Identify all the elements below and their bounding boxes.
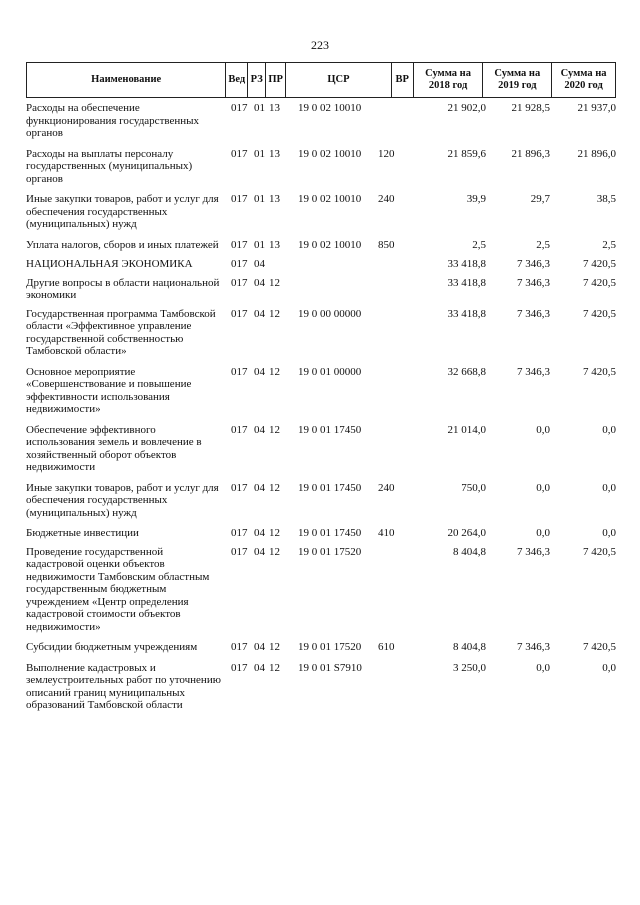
- row-sum-2019: 7 346,3: [517, 545, 550, 558]
- row-name: Иные закупки товаров, работ и услуг для обеспечения государственных (муниципальных) нужд: [26, 193, 219, 230]
- row-pr: 12: [269, 661, 280, 674]
- row-sum-2018: 21 014,0: [447, 423, 486, 436]
- row-rz: 01: [254, 193, 265, 205]
- row-vr: 240: [378, 481, 395, 494]
- table-row: [26, 366, 616, 416]
- row-ved: 017: [231, 147, 248, 160]
- row-ved: 017: [231, 365, 248, 378]
- row-csr: 19 0 01 17450: [298, 481, 362, 494]
- header-ved: Вед: [226, 63, 248, 97]
- row-sum-2020: 38,5: [596, 193, 616, 205]
- row-sum-2020: 7 420,5: [583, 641, 616, 653]
- row-sum-2018: 8 404,8: [453, 545, 486, 558]
- row-sum-2018: 21 902,0: [447, 102, 486, 114]
- row-sum-2019: 7 346,3: [517, 258, 550, 270]
- table-row: [26, 482, 616, 520]
- row-rz: 01: [254, 147, 265, 160]
- row-rz: 01: [254, 102, 265, 114]
- table-body: [26, 100, 616, 712]
- row-rz: 04: [254, 481, 265, 494]
- header-vr: ВР: [392, 63, 414, 97]
- row-sum-2018: 20 264,0: [447, 527, 486, 539]
- row-rz: 01: [254, 238, 265, 251]
- row-rz: 04: [254, 661, 265, 674]
- row-rz: 04: [254, 307, 265, 320]
- row-csr: 19 0 01 17520: [298, 545, 362, 558]
- row-sum-2018: 33 418,8: [447, 276, 486, 289]
- row-name: Выполнение кадастровых и землеустроительных работ по уточнению описаний границ муниципальных образований Тамбовской области: [26, 661, 221, 711]
- row-sum-2019: 21 896,3: [511, 147, 550, 160]
- row-pr: 12: [269, 527, 280, 539]
- row-name: Государственная программа Тамбовской области «Эффективное управление государственной собственностью Тамбовской области»: [26, 307, 216, 357]
- row-ved: 017: [231, 545, 248, 558]
- table-row: [26, 277, 616, 302]
- row-name: Бюджетные инвестиции: [26, 527, 139, 539]
- row-sum-2018: 39,9: [466, 193, 486, 205]
- row-name: НАЦИОНАЛЬНАЯ ЭКОНОМИКА: [26, 258, 193, 270]
- row-sum-2020: 7 420,5: [583, 258, 616, 270]
- row-sum-2018: 21 859,6: [447, 147, 486, 160]
- row-csr: 19 0 01 S7910: [298, 661, 362, 674]
- row-vr: 120: [378, 147, 395, 160]
- header-pr: ПР: [266, 63, 286, 97]
- header-csr: ЦСР: [286, 63, 392, 97]
- row-sum-2019: 0,0: [536, 481, 550, 494]
- table-row: [26, 527, 616, 540]
- row-ved: 017: [231, 276, 248, 289]
- row-vr: 240: [378, 193, 395, 205]
- row-sum-2020: 2,5: [602, 238, 616, 251]
- row-name: Расходы на выплаты персоналу государственных (муниципальных) органов: [26, 147, 193, 185]
- row-sum-2020: 0,0: [602, 423, 616, 436]
- row-ved: 017: [231, 641, 248, 653]
- row-pr: 12: [269, 307, 280, 320]
- row-sum-2019: 7 346,3: [517, 276, 550, 289]
- row-pr: 12: [269, 423, 280, 436]
- table-row: [26, 193, 616, 231]
- table-row: [26, 308, 616, 358]
- row-sum-2020: 0,0: [602, 527, 616, 539]
- row-name: Основное мероприятие «Совершенствование и повышение эффективности использования недвижимости»: [26, 365, 192, 415]
- row-sum-2020: 0,0: [602, 661, 616, 674]
- row-pr: 12: [269, 481, 280, 494]
- row-sum-2018: 8 404,8: [453, 641, 486, 653]
- table-row: [26, 258, 616, 271]
- row-sum-2020: 21 937,0: [577, 102, 616, 114]
- row-csr: 19 0 01 17450: [298, 527, 362, 539]
- row-sum-2019: 7 346,3: [517, 641, 550, 653]
- row-sum-2020: 7 420,5: [583, 365, 616, 378]
- row-sum-2019: 2,5: [536, 238, 550, 251]
- row-ved: 017: [231, 527, 248, 539]
- row-vr: 850: [378, 238, 395, 251]
- row-sum-2020: 7 420,5: [583, 276, 616, 289]
- row-csr: 19 0 00 00000: [298, 307, 362, 320]
- row-vr: 610: [378, 641, 395, 653]
- row-ved: 017: [231, 238, 248, 251]
- row-pr: 13: [269, 238, 280, 251]
- table-row: [26, 662, 616, 712]
- row-sum-2020: 0,0: [602, 481, 616, 494]
- row-sum-2019: 7 346,3: [517, 307, 550, 320]
- row-rz: 04: [254, 276, 265, 289]
- row-rz: 04: [254, 545, 265, 558]
- header-sum-2018: Сумма на 2018 год: [414, 63, 484, 97]
- page-number: 223: [311, 38, 329, 52]
- row-ved: 017: [231, 661, 248, 674]
- row-sum-2020: 7 420,5: [583, 307, 616, 320]
- table-row: [26, 148, 616, 186]
- row-sum-2019: 0,0: [536, 527, 550, 539]
- row-csr: 19 0 01 17450: [298, 423, 362, 436]
- row-name: Субсидии бюджетным учреждениям: [26, 641, 198, 653]
- row-pr: 13: [269, 147, 280, 160]
- table-row: [26, 102, 616, 140]
- row-sum-2019: 7 346,3: [517, 365, 550, 378]
- header-rz: РЗ: [248, 63, 266, 97]
- row-name: Другие вопросы в области национальной экономики: [26, 276, 220, 301]
- row-sum-2018: 2,5: [472, 238, 486, 251]
- row-sum-2020: 7 420,5: [583, 545, 616, 558]
- row-name: Уплата налогов, сборов и иных платежей: [26, 238, 219, 251]
- row-ved: 017: [231, 423, 248, 436]
- row-rz: 04: [254, 258, 265, 270]
- row-ved: 017: [231, 258, 248, 270]
- row-csr: 19 0 02 10010: [298, 102, 362, 114]
- row-ved: 017: [231, 481, 248, 494]
- row-csr: 19 0 01 17520: [298, 641, 362, 653]
- row-pr: 13: [269, 102, 280, 114]
- table-row: [26, 546, 616, 634]
- table-header: [26, 62, 616, 98]
- row-rz: 04: [254, 641, 265, 653]
- row-csr: 19 0 01 00000: [298, 365, 362, 378]
- row-sum-2019: 21 928,5: [511, 102, 550, 114]
- header-sum-2020: Сумма на 2020 год: [560, 68, 607, 91]
- table-row: [26, 641, 616, 654]
- row-pr: 12: [269, 276, 280, 289]
- row-sum-2020: 21 896,0: [577, 147, 616, 160]
- row-vr: 410: [378, 527, 395, 539]
- row-pr: 12: [269, 545, 280, 558]
- row-ved: 017: [231, 193, 248, 205]
- row-ved: 017: [231, 102, 248, 114]
- header-name: Наименование: [27, 63, 226, 97]
- row-rz: 04: [254, 527, 265, 539]
- row-pr: 12: [269, 365, 280, 378]
- row-csr: 19 0 02 10010: [298, 147, 362, 160]
- row-sum-2018: 3 250,0: [453, 661, 486, 674]
- row-sum-2019: 29,7: [530, 193, 550, 205]
- row-sum-2019: 0,0: [536, 661, 550, 674]
- row-sum-2018: 33 418,8: [447, 258, 486, 270]
- table-row: [26, 239, 616, 252]
- row-csr: 19 0 02 10010: [298, 238, 362, 251]
- row-name: Расходы на обеспечение функционирования государственных органов: [26, 102, 200, 139]
- row-sum-2018: 750,0: [461, 481, 486, 494]
- row-ved: 017: [231, 307, 248, 320]
- row-sum-2019: 0,0: [536, 423, 550, 436]
- row-pr: 12: [269, 641, 280, 653]
- row-name: Проведение государственной кадастровой оценки объектов недвижимости Тамбовским областным государственным бюджетным учреждением «Центр определения кадастровой стоимости объектов недвижимости»: [26, 545, 210, 633]
- row-name: Обеспечение эффективного использования земель и вовлечение в хозяйственный оборот объектов недвижимости: [26, 423, 202, 473]
- row-rz: 04: [254, 423, 265, 436]
- row-name: Иные закупки товаров, работ и услуг для обеспечения государственных (муниципальных) нужд: [26, 481, 219, 519]
- table-row: [26, 424, 616, 474]
- row-rz: 04: [254, 365, 265, 378]
- row-sum-2018: 33 418,8: [447, 307, 486, 320]
- row-pr: 13: [269, 193, 280, 205]
- row-sum-2018: 32 668,8: [447, 365, 486, 378]
- header-sum-2019: Сумма на 2019 год: [483, 63, 552, 97]
- row-csr: 19 0 02 10010: [298, 193, 362, 205]
